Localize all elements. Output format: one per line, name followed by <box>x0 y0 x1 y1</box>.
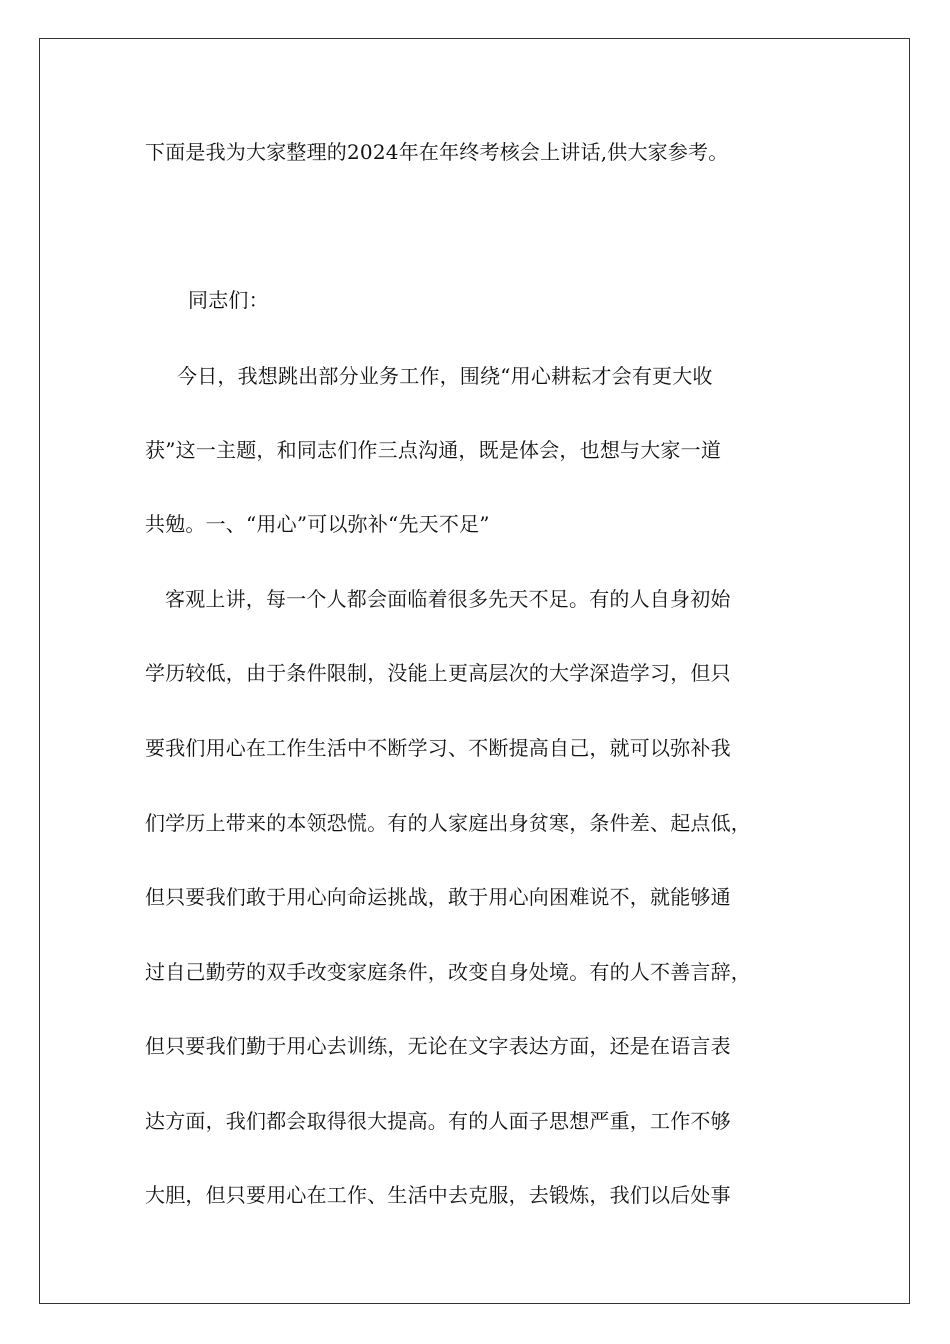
paragraph-line: 们学历上带来的本领恐慌。有的人家庭出身贫寒，条件差、起点低， <box>145 811 751 835</box>
intro-text: 下面是我为大家整理的2024年在年终考核会上讲话,供大家参考。 <box>145 140 729 164</box>
paragraph-line: 达方面，我们都会取得很大提高。有的人面子思想严重，工作不够 <box>145 1109 731 1133</box>
paragraph-line: 获”这一主题，和同志们作三点沟通，既是体会，也想与大家一道 <box>145 438 722 462</box>
paragraph-line: 但只要我们敢于用心向命运挑战，敢于用心向困难说不，就能够通 <box>145 885 731 909</box>
paragraph-line: 大胆，但只要用心在工作、生活中去克服，去锻炼，我们以后处事 <box>145 1183 731 1207</box>
paragraph-line: 共勉。一、“用心”可以弥补“先天不足” <box>145 512 490 536</box>
paragraph-line: 过自己勤劳的双手改变家庭条件，改变自身处境。有的人不善言辞， <box>145 960 751 984</box>
paragraph-line: 要我们用心在工作生活中不断学习、不断提高自己，就可以弥补我 <box>145 736 731 760</box>
paragraph-line: 今日，我想跳出部分业务工作，围绕“用心耕耘才会有更大收 <box>177 364 713 388</box>
paragraph-line: 学历较低，由于条件限制，没能上更高层次的大学深造学习，但只 <box>145 661 731 685</box>
salutation: 同志们： <box>188 288 269 312</box>
paragraph-line: 但只要我们勤于用心去训练，无论在文字表达方面，还是在语言表 <box>145 1034 731 1058</box>
paragraph-line: 客观上讲，每一个人都会面临着很多先天不足。有的人自身初始 <box>165 587 731 611</box>
